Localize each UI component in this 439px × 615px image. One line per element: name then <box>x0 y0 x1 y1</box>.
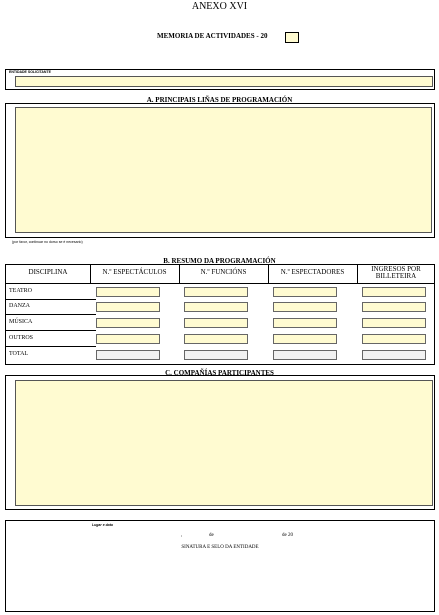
row-divider <box>6 299 96 300</box>
row-divider <box>6 346 96 347</box>
total-espectadores-field <box>273 350 337 360</box>
memoria-label: MEMORIA DE ACTIVIDADES - 20 <box>157 32 268 40</box>
resumo-table <box>5 264 435 365</box>
outros-funcions-input[interactable] <box>184 334 248 344</box>
year-input[interactable] <box>285 32 299 43</box>
lugar-label: Lugar e data <box>92 523 113 527</box>
section-c-title: C. COMPAÑÍAS PARTICIPANTES <box>165 369 274 377</box>
header-divider <box>6 283 434 284</box>
date-comma: , <box>181 533 183 538</box>
continue-note: (por favor, continuar no dorso se é necesario) <box>12 240 83 244</box>
date-year: de 20 <box>282 533 293 538</box>
musica-espectaculos-input[interactable] <box>96 318 160 328</box>
signature-label: SINATURA E SELO DA ENTIDADE <box>181 545 259 550</box>
outros-ingresos-input[interactable] <box>362 334 426 344</box>
section-c-box <box>5 375 435 510</box>
page-title: ANEXO XVI <box>191 1 248 12</box>
section-b-title: B. RESUMO DA PROGRAMACIÓN <box>163 257 276 265</box>
danza-ingresos-input[interactable] <box>362 302 426 312</box>
row-label-outros: OUTROS <box>9 335 34 341</box>
section-a-title: A. PRINCIPAIS LIÑAS DE PROGRAMACIÓN <box>146 96 293 104</box>
musica-espectadores-input[interactable] <box>273 318 337 328</box>
teatro-espectaculos-input[interactable] <box>96 287 160 297</box>
danza-espectadores-input[interactable] <box>273 302 337 312</box>
entidade-input[interactable] <box>15 76 433 87</box>
column-header-espectadores: N.º ESPECTADORES <box>280 268 345 276</box>
total-funcions-field <box>184 350 248 360</box>
entidade-label: ENTIDADE SOLICITANTE <box>9 70 51 74</box>
outros-espectaculos-input[interactable] <box>96 334 160 344</box>
row-label-teatro: TEATRO <box>9 288 32 294</box>
musica-funcions-input[interactable] <box>184 318 248 328</box>
teatro-funcions-input[interactable] <box>184 287 248 297</box>
row-label-danza: DANZA <box>9 303 30 309</box>
signature-box <box>5 520 435 612</box>
row-label-total: TOTAL <box>9 351 29 357</box>
programacion-textarea[interactable] <box>15 107 432 233</box>
companias-textarea[interactable] <box>15 380 433 506</box>
musica-ingresos-input[interactable] <box>362 318 426 328</box>
total-espectaculos-field <box>96 350 160 360</box>
row-divider <box>6 314 96 315</box>
danza-funcions-input[interactable] <box>184 302 248 312</box>
teatro-ingresos-input[interactable] <box>362 287 426 297</box>
row-label-musica: MÚSICA <box>9 319 33 325</box>
column-header-funcions: N.º FUNCIÓNS <box>200 268 247 276</box>
outros-espectadores-input[interactable] <box>273 334 337 344</box>
danza-espectaculos-input[interactable] <box>96 302 160 312</box>
column-header-ingresos: INGRESOS POR BILLETEIRA <box>371 265 421 280</box>
teatro-espectadores-input[interactable] <box>273 287 337 297</box>
total-ingresos-field <box>362 350 426 360</box>
row-divider <box>6 330 96 331</box>
section-a-box <box>5 103 435 238</box>
column-header-espectaculos: N.º ESPECTÁCULOS <box>102 268 167 276</box>
date-de: de <box>209 533 214 538</box>
entidade-section <box>5 69 435 90</box>
column-header-disciplina: DISCIPLINA <box>28 268 68 276</box>
